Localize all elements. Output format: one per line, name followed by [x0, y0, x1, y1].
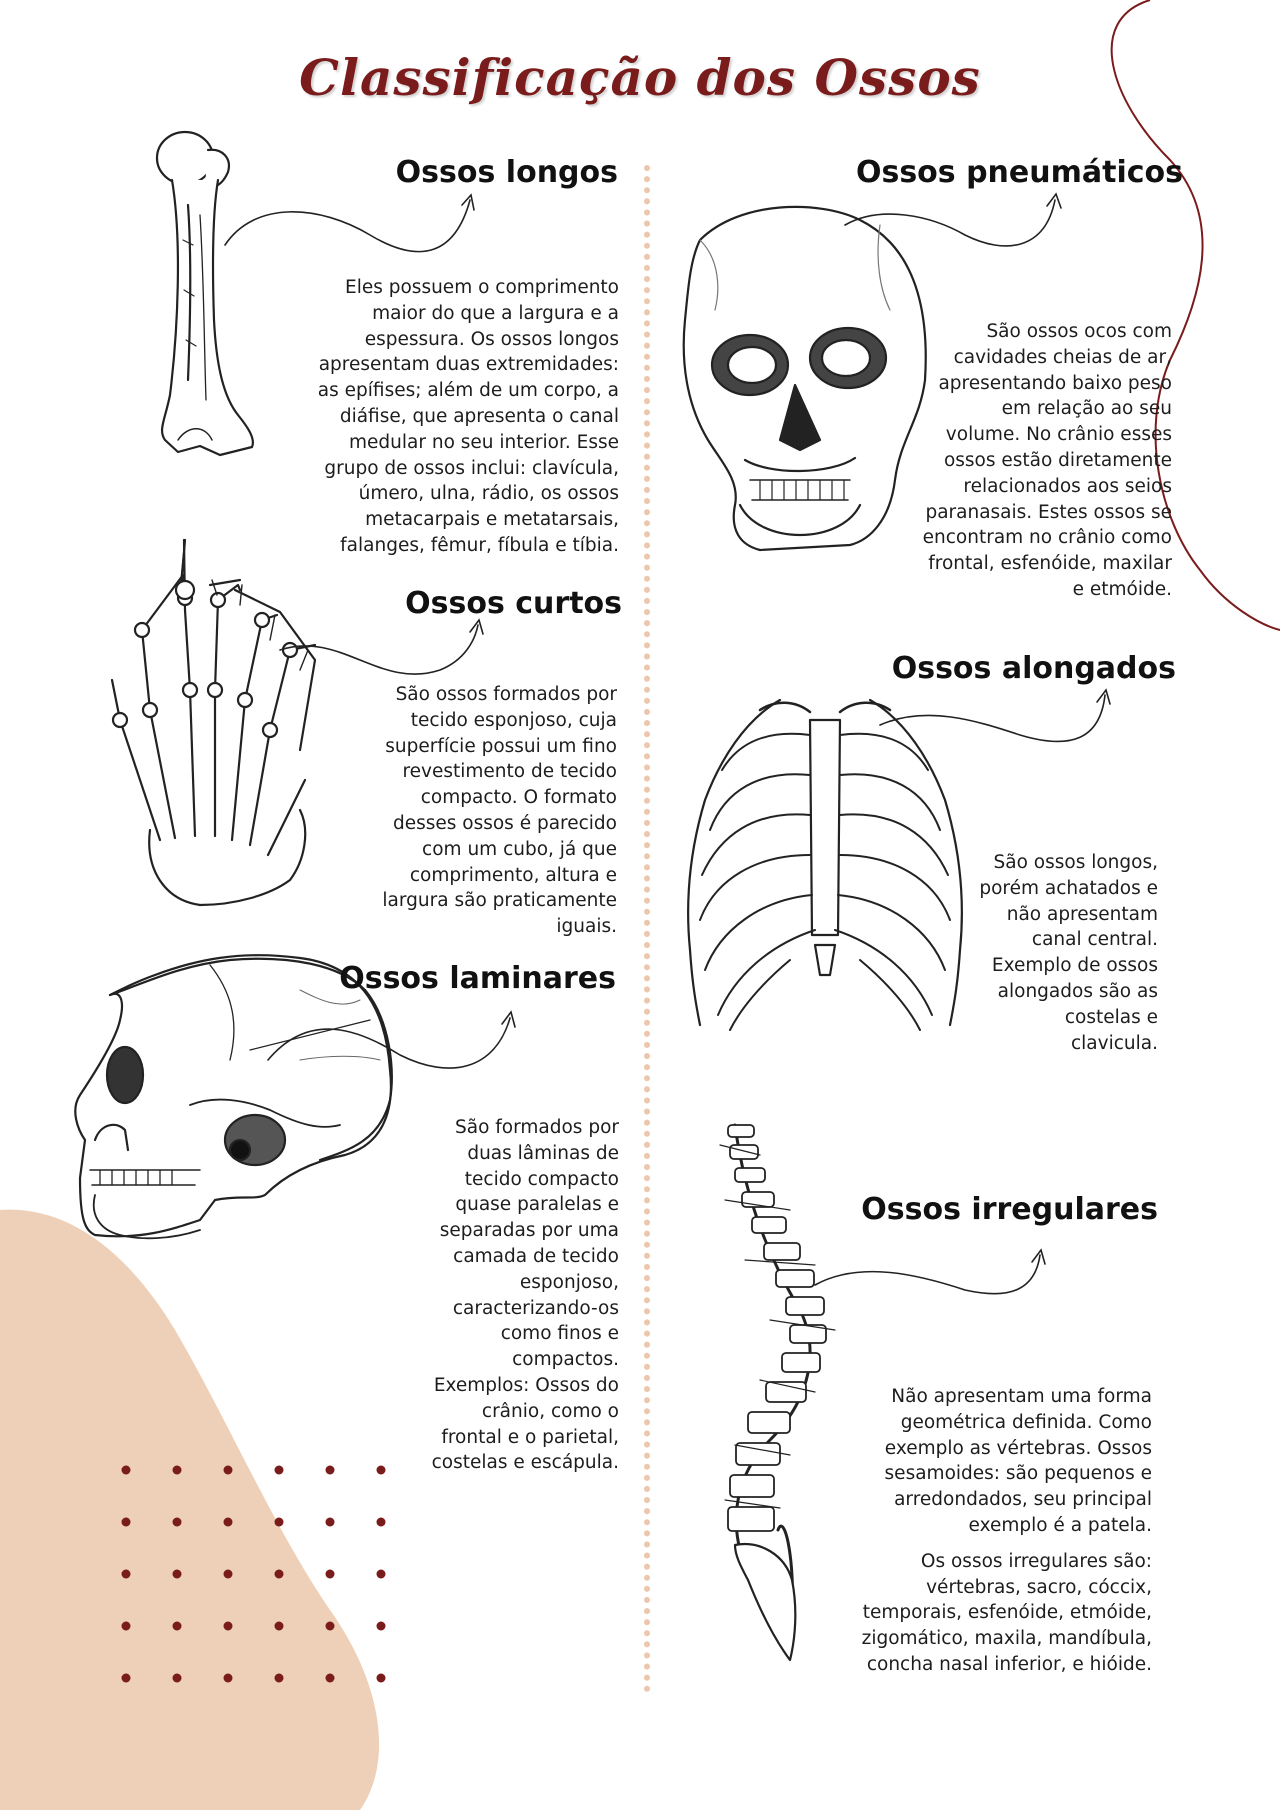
- heading-ossos-alongados: Ossos alongados: [891, 651, 1176, 686]
- heading-ossos-irregulares: Ossos irregulares: [861, 1192, 1158, 1227]
- text-ossos-curtos: São ossos formados por tecido esponjoso, cuja superfície possui um fino revestimento de tecido compacto. O formato desses ossos é parecido com um cubo, já que comprimento, altura e largura são praticamente iguais.: [382, 684, 617, 938]
- heading-ossos-laminares: Ossos laminares: [339, 961, 616, 996]
- heading-ossos-pneumaticos: Ossos pneumáticos: [855, 155, 1183, 190]
- skull-side-illustration: [75, 955, 391, 1238]
- rib-cage-illustration: [688, 700, 962, 1030]
- arrow-curtos: [280, 620, 483, 674]
- text-ossos-irregulares-p2: Os ossos irregulares são: vértebras, sacro, cóccix, temporais, esfenóide, etmóide, zigomático, maxila, mandíbula, concha nasal inferior, e hióide.: [861, 1550, 1152, 1675]
- text-ossos-irregulares-p1: Não apresentam uma forma geométrica definida. Como exemplo as vértebras. Ossos sesamoides: são pequenos e arredondados, seu principal exemplo é a patela.: [884, 1386, 1152, 1536]
- spine-illustration: [720, 1125, 835, 1660]
- text-ossos-alongados: São ossos longos, porém achatados e não apresentam canal central. Exemplo de ossos alongados são as costelas e clavicula.: [979, 852, 1158, 1054]
- heading-ossos-longos: Ossos longos: [395, 155, 618, 190]
- text-ossos-longos: Eles possuem o comprimento maior do que a largura e a espessura. Os ossos longos apresentam duas extremidades: as epífises; além de um corpo, a diáfise, que apresenta o canal medular no seu interior. Esse grupo de ossos inclui: clavícula, úmero, ulna, rádio, os ossos metacarpais e metatarsais, falanges, fêmur, fíbula e tíbia.: [317, 277, 619, 556]
- text-ossos-laminares: São formados por duas lâminas de tecido compacto quase paralelas e separadas por uma camada de tecido esponjoso, caracterizando-os como finos e compactos. Exemplos: Ossos do crânio, como o frontal e o parietal, costelas e escápula.: [431, 1117, 619, 1474]
- arrow-longos: [225, 195, 474, 252]
- text-ossos-irregulares: [852, 1384, 1152, 1678]
- heading-ossos-curtos: Ossos curtos: [405, 586, 622, 621]
- text-ossos-pneumaticos: São ossos ocos com cavidades cheias de ar, apresentando baixo peso em relação ao seu volume. No crânio esses ossos estão diretamente relacionados aos seios paranasais. Estes ossos se encontram no crânio como frontal, esfenóide, maxilar e etmóide.: [922, 321, 1172, 600]
- arrow-alongados: [880, 690, 1110, 742]
- page-title: Classificação dos Ossos: [299, 48, 981, 107]
- hand-illustration: [112, 540, 315, 905]
- arrow-irregulares: [815, 1250, 1045, 1294]
- skull-front-illustration: [684, 207, 926, 550]
- long-bone-illustration: [157, 132, 253, 455]
